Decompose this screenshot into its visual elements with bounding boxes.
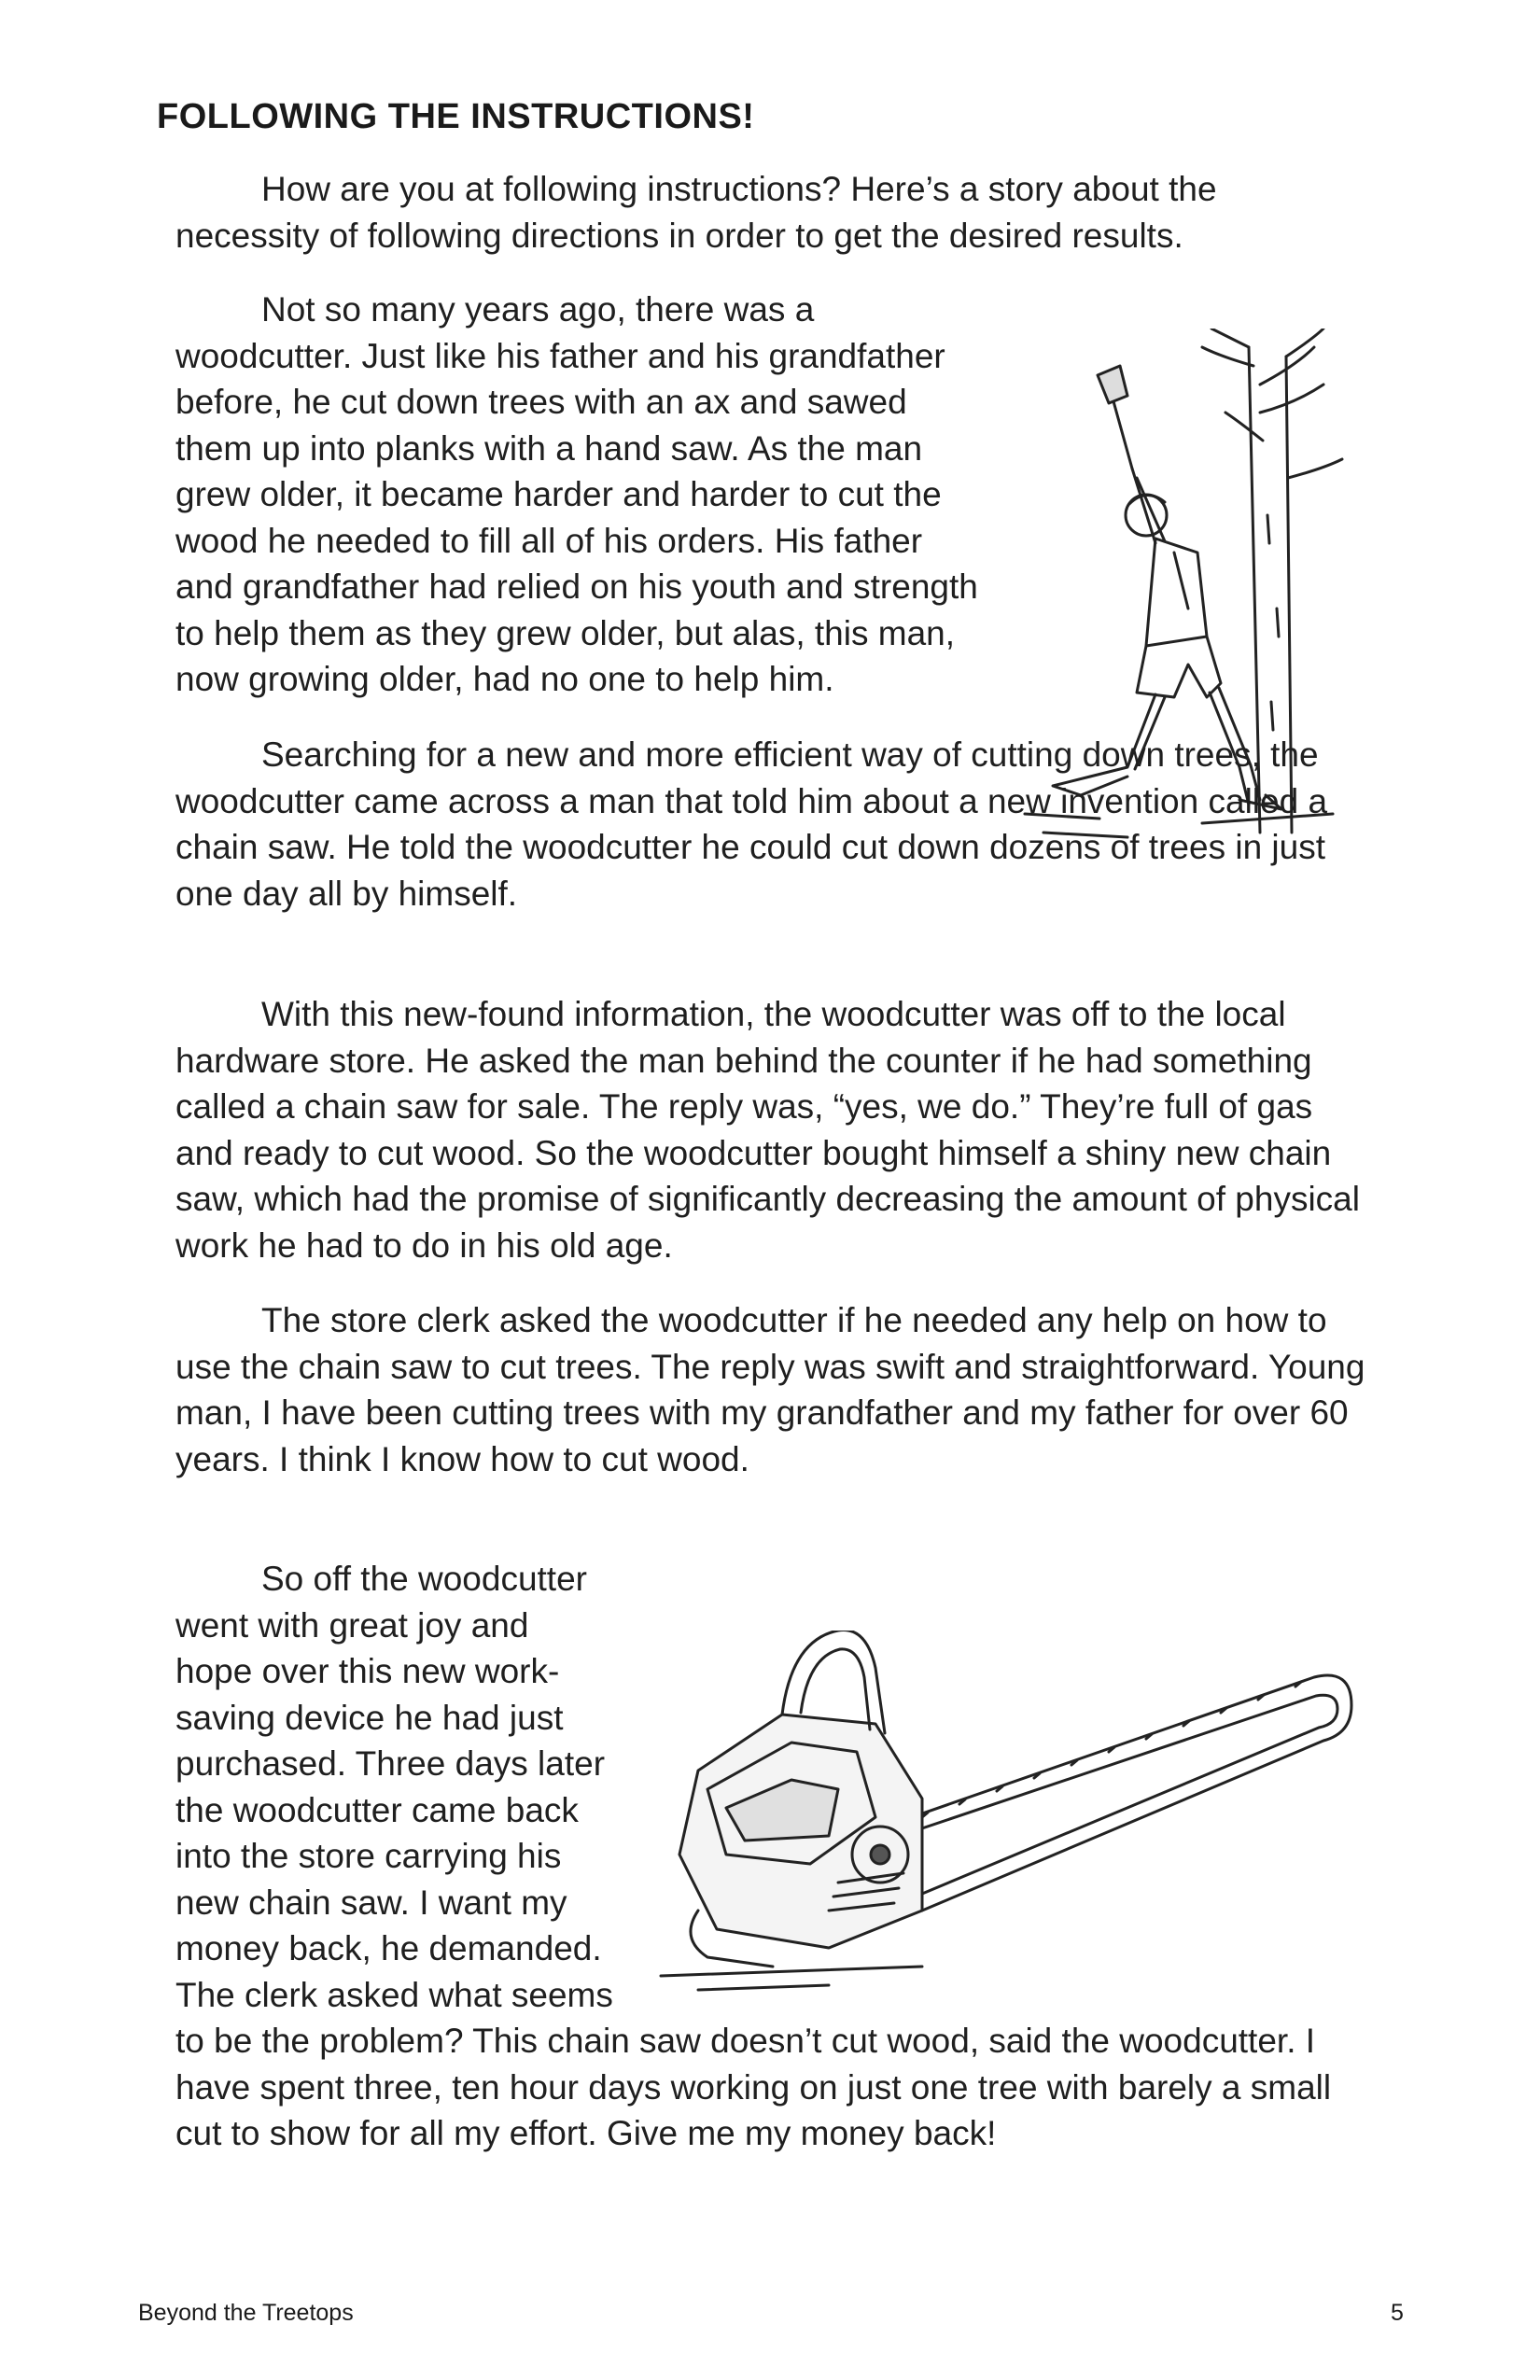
footer-book-title: Beyond the Treetops	[138, 2300, 354, 2326]
chainsaw-illustration	[642, 1631, 1370, 2004]
paragraph-store-clerk: The store clerk asked the woodcutter if he needed any help on how to use the chain saw to cut trees. The reply was swift and straightforward. Young man, I have been cutting trees with my grandfather and my father for over 60 years. I think I know how to cut wood.	[175, 1301, 1365, 1478]
paragraph-hardware-store: With this new-found information, the woodcutter was off to the local hardware store. He asked the man behind the counter if he had something called a chain saw for sale. The reply was, “yes, we do.” They’re full of gas and ready to cut wood. So the woodcutter bought himself a shiny new chain saw, which had the promise of significantly decreasing the amount of physical work he had to do in his old age.	[175, 995, 1360, 1265]
paragraph-woodcutter: Not so many years ago, there was a woodcutter. Just like his father and his grandfather before, he cut down trees with an ax and sawed them up into planks with a hand saw. As the man grew older, it became harder and harder to cut the wood he needed to fill all of his orders. His father and grandfather had relied on his youth and strength to help them as they grew older, but alas, this man, now growing older, had no one to help him.	[175, 287, 1370, 851]
paragraph-search: Searching for a new and more efficient way of cutting down trees, the woodcutter came across a man that told him about a new invention called a chain saw. He told the woodcutter he could cut down dozens of trees in just one day all by himself.	[175, 735, 1328, 913]
footer-page-number: 5	[1391, 2300, 1404, 2326]
paragraph-intro: How are you at following instructions? Here’s a story about the necessity of following directions in order to get the desired results.	[175, 170, 1217, 255]
page-title: FOLLOWING THE INSTRUCTIONS!	[157, 97, 755, 136]
paragraph-return: So off the woodcutter went with great joy and hope over this new work-saving device he had just purchased. Three days later the woodcutter came back into the store carrying his new chain saw. I want my money back, he demanded. The clerk asked what seems to be the problem? This chain saw doesn’t cut wood, said the woodcutter. I have spent three, ten hour days working on just one tree with barely a small cut to show for all my effort. Give me my money back!	[175, 1556, 1370, 2157]
